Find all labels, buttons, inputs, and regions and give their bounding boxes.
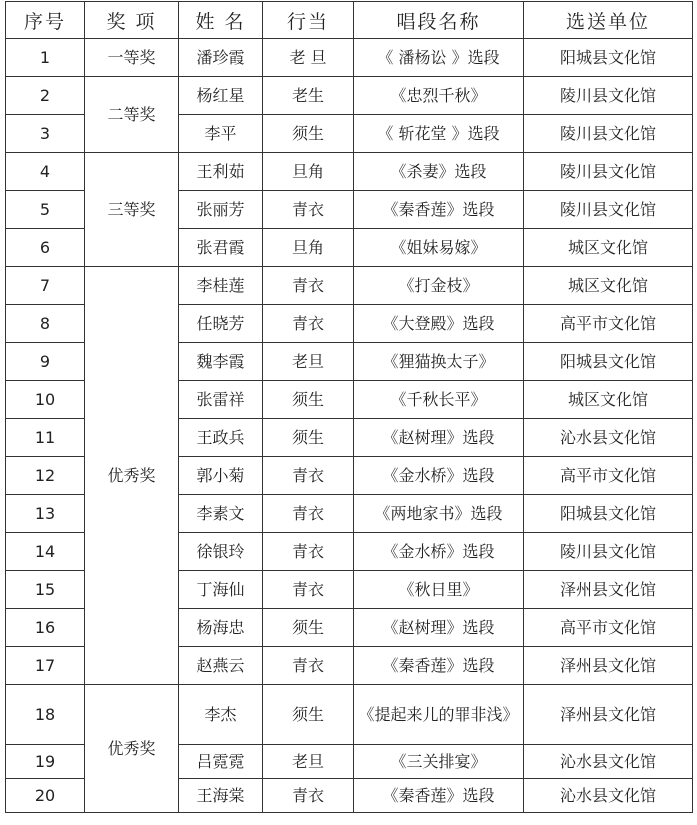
row-number: 9	[6, 343, 85, 381]
submitting-unit: 城区文化馆	[524, 229, 693, 267]
row-number: 15	[6, 571, 85, 609]
performer-name: 吕霓霓	[179, 745, 263, 779]
role-type: 青衣	[263, 571, 354, 609]
table-row	[6, 77, 693, 115]
row-number: 19	[6, 745, 85, 779]
performer-name: 张雷祥	[179, 381, 263, 419]
piece-title: 《 斩花堂 》选段	[354, 115, 524, 153]
submitting-unit: 泽州县文化馆	[524, 647, 693, 685]
submitting-unit: 陵川县文化馆	[524, 533, 693, 571]
header-row	[6, 2, 693, 39]
submitting-unit: 陵川县文化馆	[524, 153, 693, 191]
piece-title: 《赵树理》选段	[354, 419, 524, 457]
piece-title: 《秦香莲》选段	[354, 779, 524, 813]
performer-name: 任晓芳	[179, 305, 263, 343]
piece-title: 《 潘杨讼 》选段	[354, 39, 524, 77]
piece-title: 《秦香莲》选段	[354, 647, 524, 685]
performer-name: 李素文	[179, 495, 263, 533]
piece-title: 《打金枝》	[354, 267, 524, 305]
piece-title: 《姐妹易嫁》	[354, 229, 524, 267]
submitting-unit: 泽州县文化馆	[524, 685, 693, 745]
table-row	[6, 267, 693, 305]
performer-name: 郭小菊	[179, 457, 263, 495]
performer-name: 王海棠	[179, 779, 263, 813]
row-number: 4	[6, 153, 85, 191]
row-number: 3	[6, 115, 85, 153]
row-number: 5	[6, 191, 85, 229]
award-excellent: 优秀奖	[85, 685, 179, 813]
submitting-unit: 沁水县文化馆	[524, 419, 693, 457]
performer-name: 张君霞	[179, 229, 263, 267]
piece-title: 《杀妻》选段	[354, 153, 524, 191]
role-type: 须生	[263, 609, 354, 647]
performer-name: 李杰	[179, 685, 263, 745]
row-number: 18	[6, 685, 85, 745]
piece-title: 《大登殿》选段	[354, 305, 524, 343]
performer-name: 赵燕云	[179, 647, 263, 685]
performer-name: 王政兵	[179, 419, 263, 457]
row-number: 10	[6, 381, 85, 419]
submitting-unit: 高平市文化馆	[524, 457, 693, 495]
performer-name: 潘珍霞	[179, 39, 263, 77]
row-number: 14	[6, 533, 85, 571]
performer-name: 杨红星	[179, 77, 263, 115]
award-excellent: 优秀奖	[85, 267, 179, 685]
table-row	[6, 685, 693, 745]
submitting-unit: 陵川县文化馆	[524, 77, 693, 115]
submitting-unit: 陵川县文化馆	[524, 115, 693, 153]
award-third: 三等奖	[85, 153, 179, 267]
row-number: 1	[6, 39, 85, 77]
submitting-unit: 高平市文化馆	[524, 305, 693, 343]
piece-title: 《三关排宴》	[354, 745, 524, 779]
submitting-unit: 阳城县文化馆	[524, 343, 693, 381]
piece-title: 《千秋长平》	[354, 381, 524, 419]
role-type: 青衣	[263, 305, 354, 343]
role-type: 旦角	[263, 153, 354, 191]
role-type: 青衣	[263, 191, 354, 229]
performer-name: 李桂莲	[179, 267, 263, 305]
piece-title: 《金水桥》选段	[354, 533, 524, 571]
piece-title: 《两地家书》选段	[354, 495, 524, 533]
performer-name: 丁海仙	[179, 571, 263, 609]
award-table	[5, 1, 693, 813]
header-award: 奖 项	[85, 2, 179, 39]
performer-name: 杨海忠	[179, 609, 263, 647]
performer-name: 徐银玲	[179, 533, 263, 571]
role-type: 青衣	[263, 647, 354, 685]
role-type: 青衣	[263, 267, 354, 305]
submitting-unit: 沁水县文化馆	[524, 745, 693, 779]
award-second: 二等奖	[85, 77, 179, 153]
submitting-unit: 陵川县文化馆	[524, 191, 693, 229]
role-type: 须生	[263, 115, 354, 153]
role-type: 青衣	[263, 533, 354, 571]
submitting-unit: 城区文化馆	[524, 267, 693, 305]
row-number: 16	[6, 609, 85, 647]
piece-title: 《提起来儿的罪非浅》	[354, 685, 524, 745]
role-type: 须生	[263, 381, 354, 419]
piece-title: 《秦香莲》选段	[354, 191, 524, 229]
header-piece: 唱段名称	[354, 2, 524, 39]
header-name: 姓 名	[179, 2, 263, 39]
submitting-unit: 沁水县文化馆	[524, 779, 693, 813]
row-number: 13	[6, 495, 85, 533]
submitting-unit: 城区文化馆	[524, 381, 693, 419]
submitting-unit: 高平市文化馆	[524, 609, 693, 647]
performer-name: 魏李霞	[179, 343, 263, 381]
header-unit: 选送单位	[524, 2, 693, 39]
role-type: 老 旦	[263, 39, 354, 77]
role-type: 青衣	[263, 495, 354, 533]
role-type: 老旦	[263, 343, 354, 381]
role-type: 老生	[263, 77, 354, 115]
submitting-unit: 阳城县文化馆	[524, 39, 693, 77]
row-number: 12	[6, 457, 85, 495]
header-no: 序号	[6, 2, 85, 39]
performer-name: 王利茹	[179, 153, 263, 191]
table-row	[6, 39, 693, 77]
submitting-unit: 泽州县文化馆	[524, 571, 693, 609]
row-number: 7	[6, 267, 85, 305]
row-number: 6	[6, 229, 85, 267]
row-number: 8	[6, 305, 85, 343]
row-number: 2	[6, 77, 85, 115]
role-type: 须生	[263, 685, 354, 745]
submitting-unit: 阳城县文化馆	[524, 495, 693, 533]
header-role: 行当	[263, 2, 354, 39]
role-type: 旦角	[263, 229, 354, 267]
performer-name: 李平	[179, 115, 263, 153]
role-type: 青衣	[263, 457, 354, 495]
row-number: 17	[6, 647, 85, 685]
piece-title: 《赵树理》选段	[354, 609, 524, 647]
piece-title: 《秋日里》	[354, 571, 524, 609]
performer-name: 张丽芳	[179, 191, 263, 229]
row-number: 11	[6, 419, 85, 457]
award-first: 一等奖	[85, 39, 179, 77]
piece-title: 《忠烈千秋》	[354, 77, 524, 115]
role-type: 老旦	[263, 745, 354, 779]
piece-title: 《狸猫换太子》	[354, 343, 524, 381]
piece-title: 《金水桥》选段	[354, 457, 524, 495]
row-number: 20	[6, 779, 85, 813]
table-row	[6, 153, 693, 191]
role-type: 须生	[263, 419, 354, 457]
role-type: 青衣	[263, 779, 354, 813]
